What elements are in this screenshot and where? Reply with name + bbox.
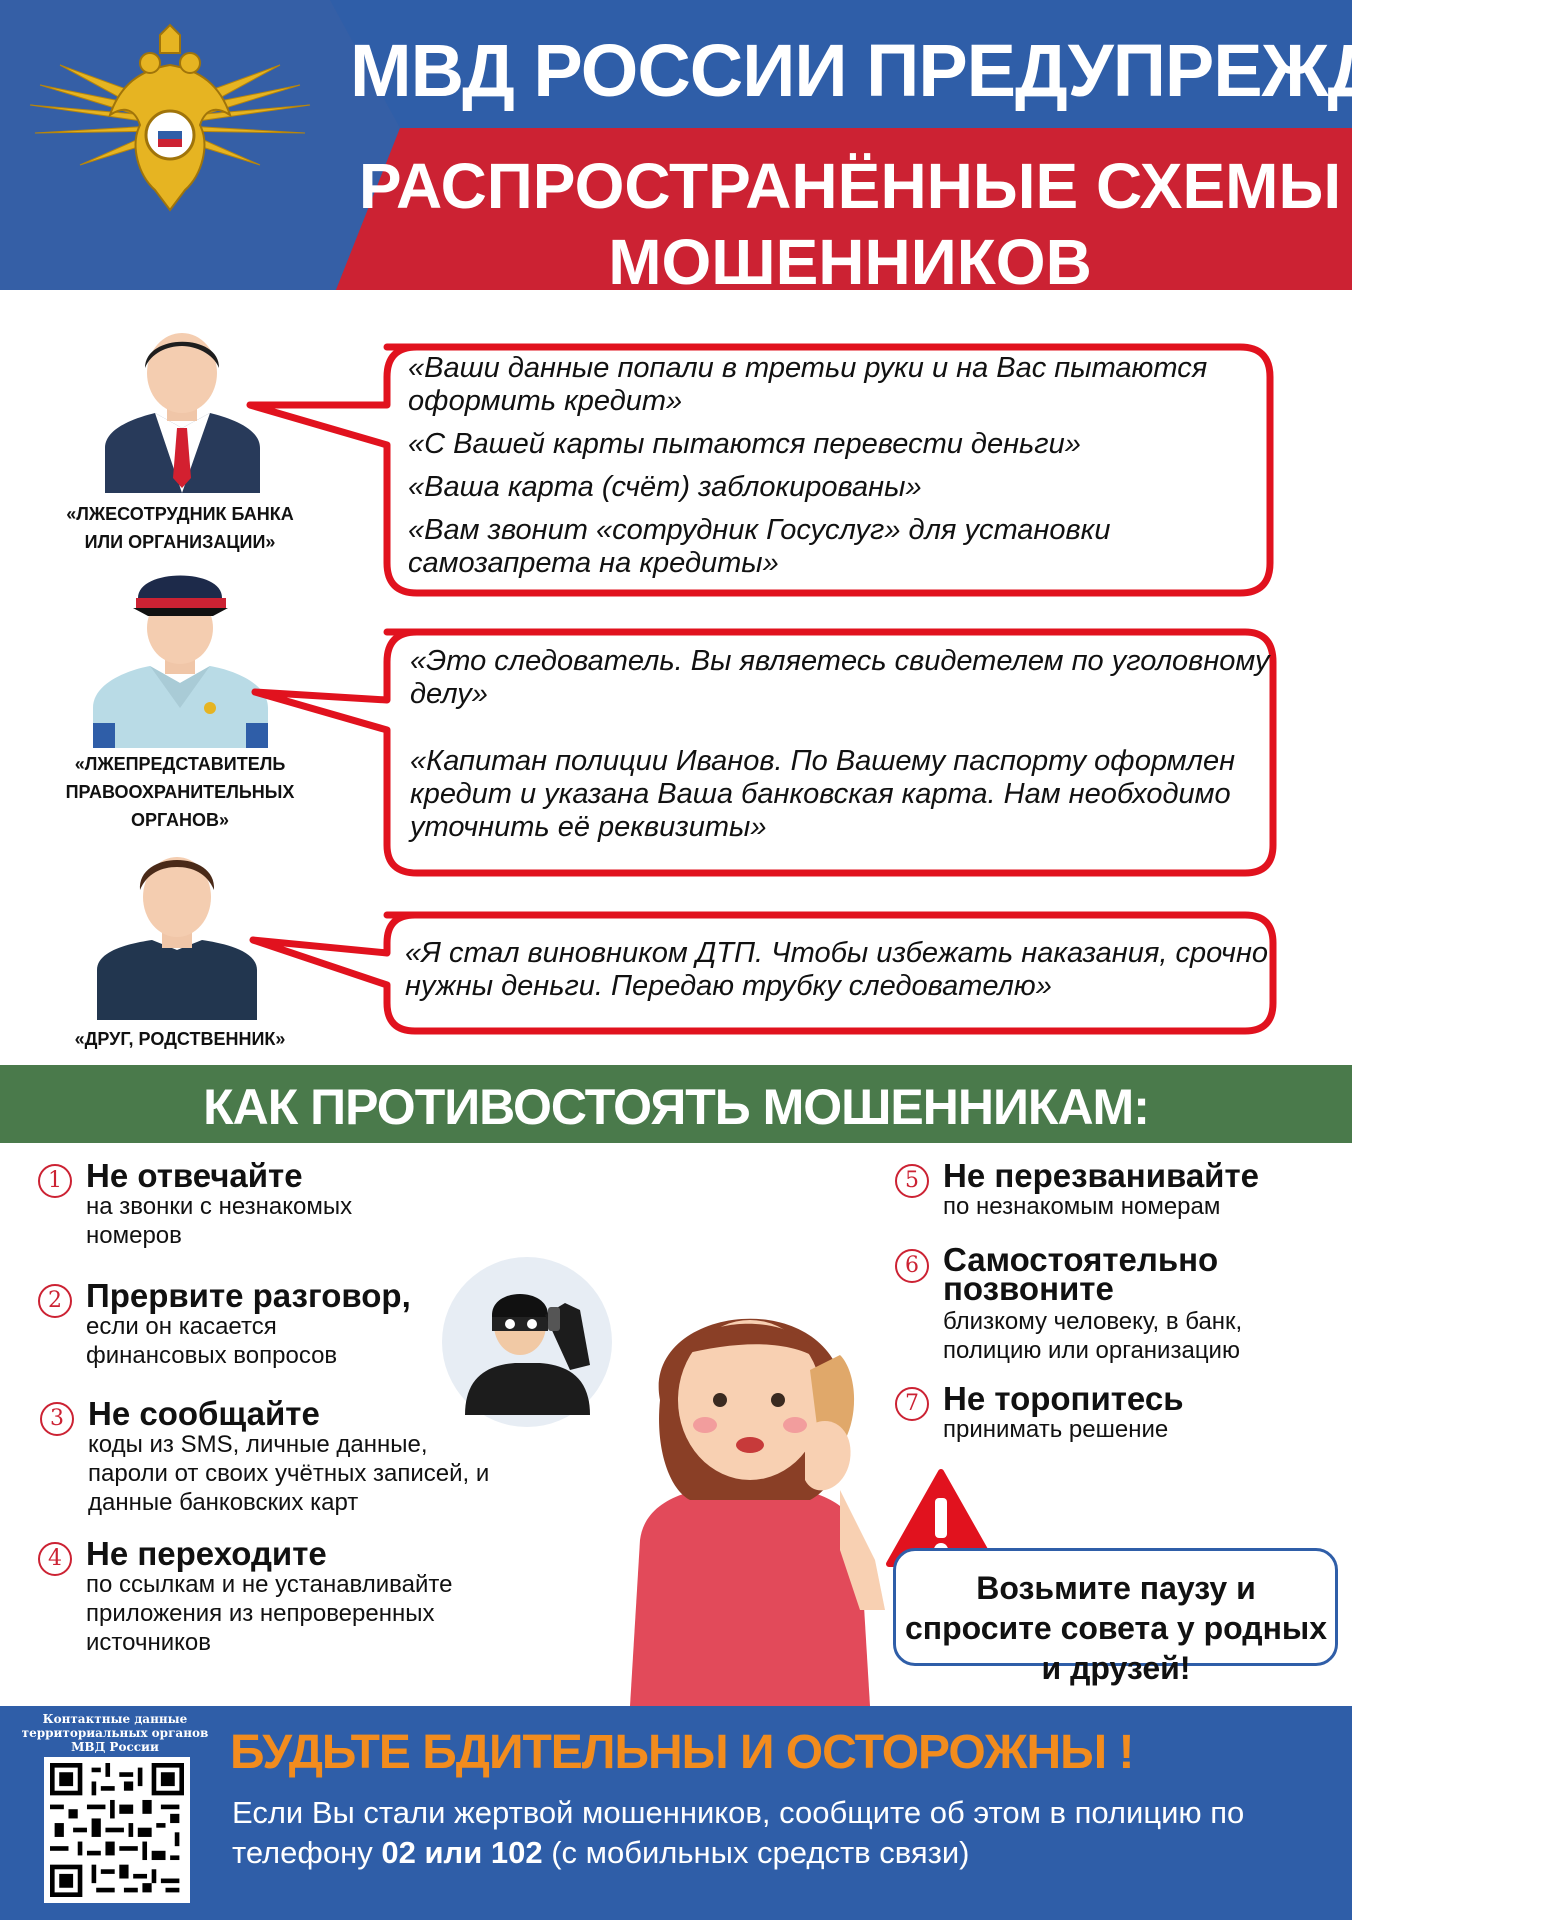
tip-text: по ссылкам и не устанавливайте приложения из непроверенных источников bbox=[86, 1571, 453, 1656]
tip-title: Не перезванивайте bbox=[943, 1157, 1259, 1194]
page-subtitle: РАСПРОСТРАНЁННЫЕ СХЕМЫ МОШЕННИКОВ bbox=[358, 150, 1342, 298]
friend-relative-avatar-icon bbox=[92, 835, 262, 1020]
scam-phrase: «Вам звонит «сотрудник Госуслуг» для установки самозапрета на кредиты» bbox=[408, 514, 1111, 579]
tip-title: Прервите разговор, bbox=[86, 1277, 411, 1314]
bubble-text-friend bbox=[405, 937, 1275, 1013]
tip-title: Не торопитесь bbox=[943, 1380, 1184, 1417]
tip-text: принимать решение bbox=[943, 1416, 1169, 1443]
footer-text-part: Если Вы стали жертвой мошенников, сообщите об этом в полицию по телефону bbox=[232, 1795, 1245, 1870]
tip-7 bbox=[895, 1380, 1335, 1453]
tip-6 bbox=[895, 1241, 1335, 1365]
tip-text: коды из SMS, личные данные, пароли от своих учётных записей, и данные банковских карт bbox=[88, 1431, 490, 1516]
tip-title: Самостоятельно позвоните bbox=[943, 1241, 1219, 1307]
police-phone-number: 02 или 102 bbox=[381, 1835, 543, 1870]
footer-title: БУДЬТЕ БДИТЕЛЬНЫ И ОСТОРОЖНЫ ! bbox=[230, 1726, 1134, 1779]
tip-title: Не отвечайте bbox=[86, 1157, 303, 1194]
qr-code[interactable] bbox=[44, 1757, 190, 1903]
scam-phrase: «Я стал виновником ДТП. Чтобы избежать наказания, срочно нужны деньги. Передаю трубку следователю» bbox=[405, 937, 1269, 1002]
tip-text: если он касается финансовых вопросов bbox=[86, 1313, 338, 1369]
tip-3 bbox=[40, 1395, 510, 1518]
tip-number-badge: 2 bbox=[38, 1284, 72, 1318]
mvd-emblem-icon bbox=[20, 25, 320, 225]
worried-woman-on-phone-illustration-icon bbox=[600, 1260, 900, 1706]
bubble-text-bank bbox=[408, 352, 1268, 590]
role-label-police-impostor: «ЛЖЕПРЕДСТАВИТЕЛЬ ПРАВООХРАНИТЕЛЬНЫХ ОРГАНОВ» bbox=[65, 754, 295, 830]
tip-number-badge: 5 bbox=[895, 1164, 929, 1198]
tip-title: Не сообщайте bbox=[88, 1395, 320, 1432]
bubble-text-police bbox=[410, 645, 1270, 854]
scam-phrase: «Капитан полиции Иванов. По Вашему паспорту оформлен кредит и указана Ваша банковская карта. Нам необходимо уточнить её реквизиты» bbox=[410, 745, 1236, 843]
tip-number-badge: 6 bbox=[895, 1249, 929, 1283]
tip-4 bbox=[38, 1535, 508, 1658]
scam-phrase: «Ваша карта (счёт) заблокированы» bbox=[408, 471, 922, 503]
scam-phrase: «Ваши данные попали в третьи руки и на Вас пытаются оформить кредит» bbox=[408, 352, 1208, 417]
tip-text: по незнакомым номерам bbox=[943, 1193, 1221, 1220]
tip-number-badge: 3 bbox=[40, 1402, 74, 1436]
tip-text: близкому человеку, в банк, полицию или организацию bbox=[943, 1308, 1243, 1364]
tip-1 bbox=[38, 1157, 458, 1250]
tip-number-badge: 7 bbox=[895, 1387, 929, 1421]
footer-text-part: (с мобильных средств связи) bbox=[542, 1835, 970, 1870]
bank-employee-avatar-icon bbox=[95, 318, 270, 493]
role-label-friend-relative: «ДРУГ, РОДСТВЕННИК» bbox=[74, 1029, 286, 1049]
tip-2 bbox=[38, 1277, 468, 1370]
tip-5 bbox=[895, 1157, 1335, 1230]
resist-section-title: КАК ПРОТИВОСТОЯТЬ МОШЕННИКАМ: bbox=[203, 1079, 1149, 1135]
tip-number-badge: 1 bbox=[38, 1164, 72, 1198]
advice-text: Возьмите паузу и спросите совета у родных и друзей! bbox=[904, 1570, 1328, 1686]
tip-title: Не переходите bbox=[86, 1535, 327, 1572]
role-label-bank-employee: «ЛЖЕСОТРУДНИК БАНКА ИЛИ ОРГАНИЗАЦИИ» bbox=[66, 504, 294, 552]
qr-caption: Контактные данные территориальных органов МВД России bbox=[21, 1712, 209, 1754]
qr-code-icon bbox=[50, 1763, 184, 1897]
footer-text bbox=[232, 1793, 1332, 1873]
tip-number-badge: 4 bbox=[38, 1542, 72, 1576]
page-title: МВД РОССИИ ПРЕДУПРЕЖДАЕТ! bbox=[350, 29, 1548, 112]
scam-phrase: «Это следователь. Вы являетесь свидетелем по уголовному делу» bbox=[410, 645, 1270, 710]
tip-text: на звонки с незнакомых номеров bbox=[86, 1193, 353, 1249]
scam-phrase: «С Вашей карты пытаются перевести деньги» bbox=[408, 428, 1081, 460]
